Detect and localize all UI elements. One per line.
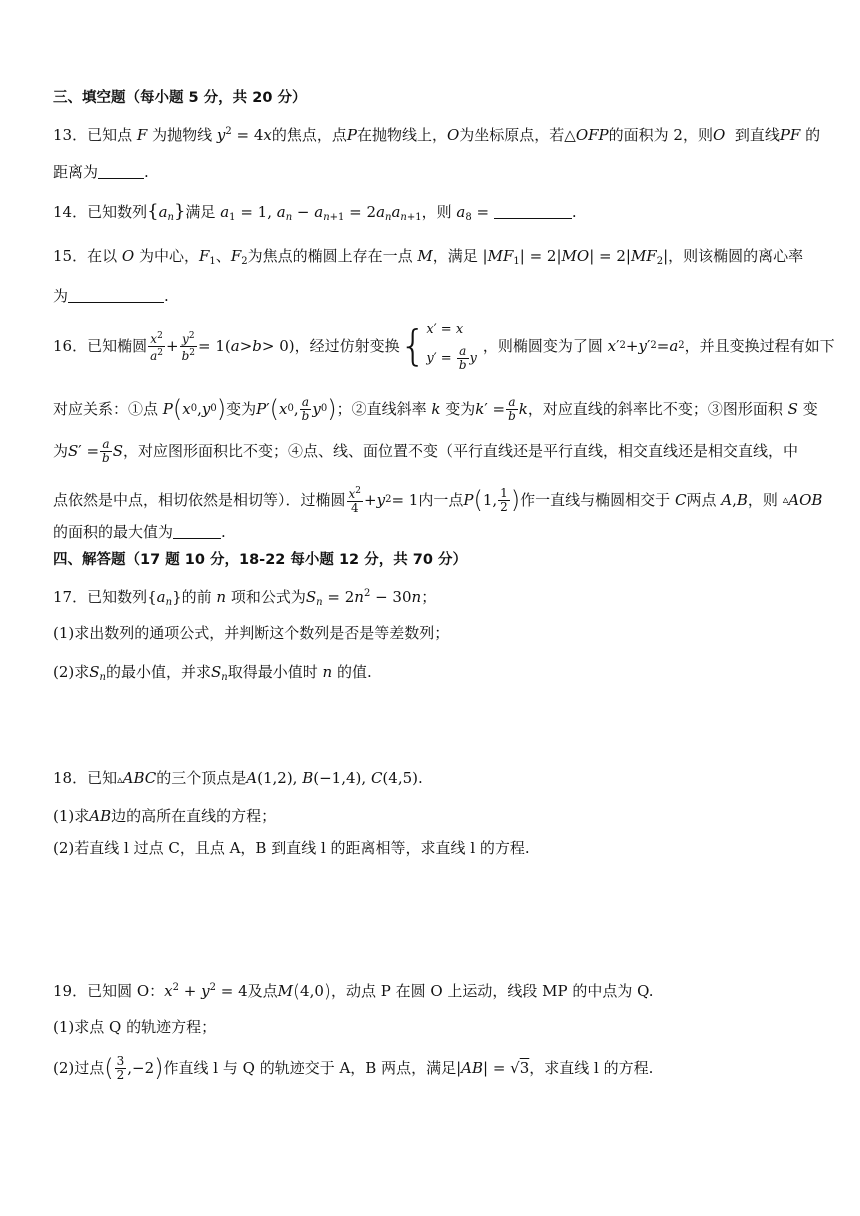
- question-16-line-2: 对应关系：①点 P ( x 0 , y 0 ) 变为 P ′ ( x 0 , $\frac{a}{b}$ y 0 ) ；②直线斜率 k 变为 k ′ = $\frac{a}{b}$ k ，对应直线的斜率比不变；③图形面积 S 变: [53, 394, 818, 423]
- question-number: 16．: [53, 337, 88, 355]
- text: (1)求: [53, 807, 90, 825]
- question-number: 15．: [53, 247, 88, 265]
- text: 的面积为 2，则: [608, 126, 713, 144]
- text: 两点: [686, 491, 717, 509]
- answer-blank: [68, 302, 164, 303]
- text: 距离为: [53, 163, 99, 181]
- question-18-part-2: (2)若直线 l 过点 C，且点 A，B 到直线 l 的距离相等，求直线 l 的方程.: [53, 839, 530, 857]
- text: ，则该椭圆的离心率: [668, 247, 804, 265]
- text: 作一直线与椭圆相交于: [520, 491, 671, 509]
- question-13-line-1: 13．已知点 F 为抛物线 $y^2 = 4x$的焦点，点P在抛物线上，O为坐标原点，若△OFP的面积为 2，则O 到直线PF 的: [53, 126, 821, 144]
- question-19-part-2: (2)过点 ( $\frac{3}{2}$ ,−2 ) 作直线 l 与 Q 的轨迹交于 A，B 两点，满足 | AB | = √ 3 ，求直线 l 的方程.: [53, 1053, 654, 1082]
- question-number: 13．: [53, 126, 88, 144]
- question-number: 14．: [53, 203, 88, 221]
- text: .: [144, 163, 149, 181]
- text: 为中心，: [138, 247, 199, 265]
- text: 的: [805, 126, 821, 144]
- text: (2)过点: [53, 1059, 105, 1077]
- question-17-part-1: (1)求出数列的通项公式，并判断这个数列是否是等差数列；: [53, 624, 450, 642]
- question-18-part-1: (1)求AB边的高所在直线的方程；: [53, 807, 277, 825]
- text: 为: [53, 287, 69, 305]
- text: 的三个顶点是: [156, 769, 247, 787]
- text: 为: [53, 442, 69, 460]
- brace: {: [399, 321, 427, 370]
- text: 内一点: [418, 491, 464, 509]
- question-17: 17．已知数列$\{a_n\}$的前 n 项和公式为$S_n = 2n^2 - 30n$；: [53, 588, 437, 608]
- text: 已知数列: [87, 203, 148, 221]
- answer-blank: [494, 218, 572, 219]
- text: 到直线: [734, 126, 780, 144]
- text: .: [164, 287, 169, 305]
- text: 的最小值，并求: [105, 663, 211, 681]
- question-16-line-1: 16． 已知椭圆 $\frac{x^2}{a^2}$ + $\frac{y^2}{b^2}$ = 1( a > b > 0) ，经过仿射变换 { x′ = x y′ = $\frac{a}{b}$ y ，则椭圆变为了圆 x ′ 2 + y ′ 2 = a 2 ，并且变换过程有如下: [53, 321, 835, 372]
- text: 项和公式为: [230, 588, 306, 606]
- text: 作直线 l 与 Q 的轨迹交于 A，B 两点，满足: [163, 1059, 457, 1077]
- text: 对应关系：①点: [53, 400, 159, 418]
- answer-blank: [173, 538, 221, 539]
- text: 已知圆 O：: [87, 982, 165, 1000]
- text: ，对应直线的斜率比不变；③图形面积: [527, 400, 783, 418]
- text: 已知数列: [87, 588, 148, 606]
- question-number: 19．: [53, 982, 88, 1000]
- question-16-line-4: 点依然是中点，相切依然是相切等）．过椭圆 $\frac{x^2}{4}$ + y 2 = 1 内一点 P ( 1, $\frac{1}{2}$ ) 作一直线与椭圆相交于 C 两点 A , B ，则 ▵ AOB: [53, 485, 823, 515]
- text: ，则: [421, 203, 452, 221]
- answer-blank: [98, 178, 144, 179]
- text: 、: [215, 247, 231, 265]
- text: 的面积的最大值为: [53, 523, 174, 541]
- text: 为焦点的椭圆上存在一点: [247, 247, 413, 265]
- text: 及点: [247, 982, 278, 1000]
- text: 在以: [87, 247, 118, 265]
- text: ，满足: [432, 247, 478, 265]
- text: ，求直线 l 的方程.: [529, 1059, 654, 1077]
- text: ，并且变换过程有如下: [684, 337, 835, 355]
- text: 的值.: [336, 663, 372, 681]
- text: 变: [802, 400, 818, 418]
- text: .: [571, 203, 577, 221]
- text: ，则椭圆变为了圆: [482, 337, 603, 355]
- text: ，经过仿射变换: [294, 337, 400, 355]
- text: 已知: [87, 769, 118, 787]
- question-number: 18．: [53, 769, 88, 787]
- text: 取得最小值时: [227, 663, 318, 681]
- fraction: $\frac{y^2}{b^2}$: [181, 330, 195, 363]
- section-3-title: 三、填空题（每小题 5 分，共 20 分）: [53, 90, 307, 106]
- text: 已知椭圆: [87, 337, 148, 355]
- text: ；②直线斜率: [336, 400, 427, 418]
- text: 在抛物线上，: [356, 126, 447, 144]
- question-15-line-1: 15．在以 O 为中心，$F_1$、$F_2$为焦点的椭圆上存在一点 M，满足 $|MF_1| = 2|MO| = 2|MF_2|$，则该椭圆的离心率: [53, 247, 804, 267]
- text: 变为: [445, 400, 476, 418]
- text: 为抛物线: [152, 126, 213, 144]
- text: .: [221, 523, 226, 541]
- fraction: $\frac{x^2}{4}$: [348, 486, 362, 515]
- text: 已知点: [87, 126, 133, 144]
- question-19-part-1: (1)求点 Q 的轨迹方程；: [53, 1018, 217, 1036]
- question-15-line-2: [53, 286, 820, 306]
- text: 的前: [181, 588, 212, 606]
- text: 边的高所在直线的方程；: [111, 807, 277, 825]
- question-18: 18．已知▵ABC的三个顶点是A(1,2), B(−1,4), C(4,5).: [53, 769, 423, 787]
- question-19: 19．已知圆 O：$x^2 + y^2 = 4$及点M(4,0)，动点 P 在圆 O 上运动，线段 MP 的中点为 Q.: [53, 981, 654, 1002]
- text: ；: [421, 588, 437, 606]
- question-14: 14．已知数列$\{a_n\}$满足 $a_1 = 1$, $a_n - a_{n+1} = 2a_na_{n+1}$，则 $a_8$ = .: [53, 201, 577, 223]
- section-4-title: 四、解答题（17 题 10 分，18-22 每小题 12 分，共 70 分）: [53, 552, 467, 568]
- text: .: [417, 769, 423, 787]
- equation-system: x′ = x y′ = $\frac{a}{b}$ y: [426, 321, 477, 372]
- text: 变为: [226, 400, 257, 418]
- text: 的焦点，点: [271, 126, 347, 144]
- text: 满足: [185, 203, 216, 221]
- question-17-part-2: (2)求$S_n$的最小值，并求$S_n$取得最小值时 n 的值.: [53, 663, 372, 683]
- question-13-line-2: [53, 162, 820, 182]
- text: ，动点 P 在圆 O 上运动，线段 MP 的中点为 Q.: [330, 982, 654, 1000]
- question-16-line-3: 为 S ′ = $\frac{a}{b}$ S ，对应图形面积比不变；④点、线、面位置不变（平行直线还是平行直线，相交直线还是相交直线，中: [53, 436, 799, 465]
- text: ，则: [747, 491, 778, 509]
- fraction: $\frac{x^2}{a^2}$: [150, 330, 163, 363]
- text: 为坐标原点，若: [459, 126, 565, 144]
- question-number: 17．: [53, 588, 88, 606]
- text: ，对应图形面积比不变；④点、线、面位置不变（平行直线还是平行直线，相交直线还是相交直线，中: [123, 442, 799, 460]
- text: (2)求: [53, 663, 90, 681]
- text: 点依然是中点，相切依然是相切等）．过椭圆: [53, 491, 346, 509]
- question-16-line-5: [53, 522, 820, 542]
